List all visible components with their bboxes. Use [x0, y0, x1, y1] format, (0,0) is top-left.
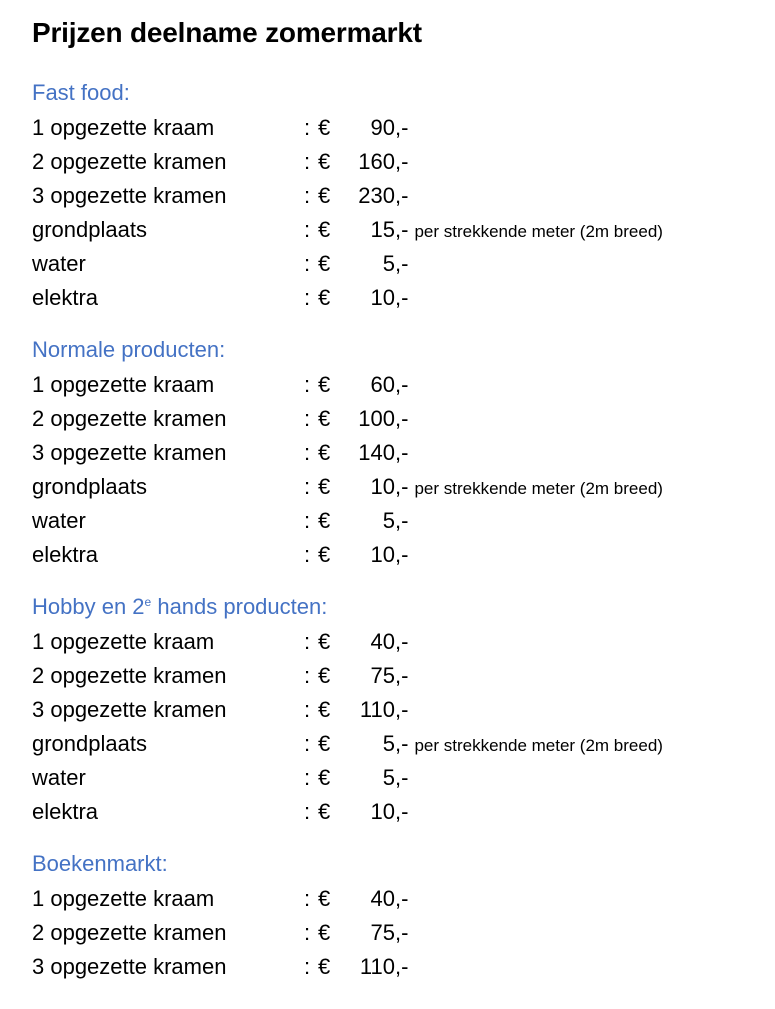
- currency-symbol: €: [318, 954, 331, 979]
- price-colon: :: [304, 954, 311, 979]
- price-note: per strekkende meter (2m breed): [414, 736, 663, 755]
- price-suffix: ,-: [395, 542, 409, 567]
- price-suffix: ,-: [395, 217, 409, 242]
- price-amount: 10: [370, 285, 395, 310]
- price-suffix: ,-: [395, 115, 409, 140]
- price-row: [32, 436, 762, 470]
- price-colon: :: [304, 886, 311, 911]
- price-colon: :: [304, 508, 311, 533]
- price-amount: 60: [370, 372, 395, 397]
- section-normale-producten: [32, 335, 762, 572]
- price-label: 1 opgezette kraam: [32, 886, 215, 911]
- price-colon: :: [304, 731, 311, 756]
- price-label: 2 opgezette kramen: [32, 920, 227, 945]
- price-amount: 10: [370, 474, 395, 499]
- currency-symbol: €: [318, 542, 331, 567]
- price-amount: 5: [382, 731, 395, 756]
- currency-symbol: €: [318, 663, 331, 688]
- price-suffix: ,-: [395, 920, 409, 945]
- price-colon: :: [304, 217, 311, 242]
- price-row: [32, 504, 762, 538]
- price-colon: :: [304, 406, 311, 431]
- section-heading: Fast food:: [32, 80, 130, 105]
- price-document: [32, 14, 762, 1004]
- currency-symbol: €: [318, 406, 331, 431]
- price-amount: 5: [382, 765, 395, 790]
- price-amount: 230: [358, 183, 395, 208]
- price-colon: :: [304, 629, 311, 654]
- currency-symbol: €: [318, 697, 331, 722]
- price-label: grondplaats: [32, 731, 147, 756]
- section-heading: Normale producten:: [32, 337, 226, 362]
- price-colon: :: [304, 183, 311, 208]
- price-label: water: [32, 508, 86, 533]
- currency-symbol: €: [318, 799, 331, 824]
- price-suffix: ,-: [395, 440, 409, 465]
- price-colon: :: [304, 251, 311, 276]
- price-row: [32, 950, 762, 984]
- currency-symbol: €: [318, 765, 331, 790]
- price-label: 3 opgezette kramen: [32, 440, 227, 465]
- price-colon: :: [304, 663, 311, 688]
- price-label: elektra: [32, 542, 99, 567]
- price-row: [32, 795, 762, 829]
- price-amount: 40: [370, 886, 395, 911]
- price-label: water: [32, 251, 86, 276]
- currency-symbol: €: [318, 731, 331, 756]
- price-suffix: ,-: [395, 954, 409, 979]
- price-row: [32, 213, 762, 247]
- price-label: 1 opgezette kraam: [32, 372, 215, 397]
- price-colon: :: [304, 799, 311, 824]
- price-row: [32, 145, 762, 179]
- price-amount: 5: [382, 251, 395, 276]
- price-row: [32, 368, 762, 402]
- price-colon: :: [304, 765, 311, 790]
- price-row: [32, 470, 762, 504]
- currency-symbol: €: [318, 251, 331, 276]
- currency-symbol: €: [318, 440, 331, 465]
- price-suffix: ,-: [395, 406, 409, 431]
- section-heading-superscript: e: [144, 595, 152, 609]
- price-suffix: ,-: [395, 508, 409, 533]
- price-label: 3 opgezette kramen: [32, 697, 227, 722]
- price-row: [32, 179, 762, 213]
- price-amount: 75: [370, 920, 395, 945]
- price-amount: 110: [359, 697, 395, 722]
- price-amount: 90: [370, 115, 395, 140]
- price-row: [32, 625, 762, 659]
- price-amount: 140: [358, 440, 395, 465]
- price-suffix: ,-: [395, 251, 409, 276]
- price-suffix: ,-: [395, 886, 409, 911]
- price-row: [32, 659, 762, 693]
- price-colon: :: [304, 149, 311, 174]
- currency-symbol: €: [318, 886, 331, 911]
- price-suffix: ,-: [395, 663, 409, 688]
- price-colon: :: [304, 920, 311, 945]
- section-heading-text: hands producten:: [151, 594, 328, 619]
- price-amount: 10: [370, 542, 395, 567]
- price-colon: :: [304, 474, 311, 499]
- price-label: 3 opgezette kramen: [32, 183, 227, 208]
- section-hobby-tweedehands: [32, 592, 762, 829]
- section-boekenmarkt: [32, 849, 762, 984]
- price-suffix: ,-: [395, 697, 409, 722]
- price-colon: :: [304, 542, 311, 567]
- price-label: 1 opgezette kraam: [32, 629, 215, 654]
- price-colon: :: [304, 697, 311, 722]
- currency-symbol: €: [318, 508, 331, 533]
- price-amount: 10: [370, 799, 395, 824]
- currency-symbol: €: [318, 115, 331, 140]
- price-suffix: ,-: [395, 629, 409, 654]
- price-suffix: ,-: [395, 372, 409, 397]
- currency-symbol: €: [318, 629, 331, 654]
- price-label: elektra: [32, 799, 99, 824]
- price-label: elektra: [32, 285, 99, 310]
- price-row: [32, 281, 762, 315]
- price-note: per strekkende meter (2m breed): [414, 222, 663, 241]
- price-note: per strekkende meter (2m breed): [414, 479, 663, 498]
- price-label: 3 opgezette kramen: [32, 954, 227, 979]
- currency-symbol: €: [318, 372, 331, 397]
- section-heading-text: Hobby en 2: [32, 594, 145, 619]
- currency-symbol: €: [318, 474, 331, 499]
- price-colon: :: [304, 285, 311, 310]
- price-colon: :: [304, 440, 311, 465]
- price-label: grondplaats: [32, 217, 147, 242]
- price-label: 1 opgezette kraam: [32, 115, 215, 140]
- currency-symbol: €: [318, 183, 331, 208]
- price-row: [32, 916, 762, 950]
- price-amount: 75: [370, 663, 395, 688]
- price-colon: :: [304, 372, 311, 397]
- price-label: water: [32, 765, 86, 790]
- price-label: 2 opgezette kramen: [32, 663, 227, 688]
- price-label: 2 opgezette kramen: [32, 406, 227, 431]
- price-amount: 110: [359, 954, 395, 979]
- currency-symbol: €: [318, 217, 331, 242]
- price-label: grondplaats: [32, 474, 147, 499]
- price-row: [32, 761, 762, 795]
- currency-symbol: €: [318, 920, 331, 945]
- price-suffix: ,-: [395, 731, 409, 756]
- price-row: [32, 882, 762, 916]
- price-label: 2 opgezette kramen: [32, 149, 227, 174]
- price-row: [32, 693, 762, 727]
- price-suffix: ,-: [395, 285, 409, 310]
- price-row: [32, 727, 762, 761]
- price-suffix: ,-: [395, 183, 409, 208]
- price-row: [32, 402, 762, 436]
- price-row: [32, 538, 762, 572]
- document-title: Prijzen deelname zomermarkt: [32, 17, 422, 48]
- price-amount: 40: [370, 629, 395, 654]
- price-colon: :: [304, 115, 311, 140]
- price-suffix: ,-: [395, 149, 409, 174]
- price-row: [32, 247, 762, 281]
- price-amount: 160: [358, 149, 395, 174]
- price-suffix: ,-: [395, 765, 409, 790]
- section-heading: [32, 592, 762, 622]
- section-fast-food: [32, 78, 762, 315]
- price-row: [32, 111, 762, 145]
- price-amount: 100: [358, 406, 395, 431]
- price-amount: 5: [382, 508, 395, 533]
- price-suffix: ,-: [395, 474, 409, 499]
- price-suffix: ,-: [395, 799, 409, 824]
- section-heading: Boekenmarkt:: [32, 851, 168, 876]
- currency-symbol: €: [318, 285, 331, 310]
- price-amount: 15: [370, 217, 395, 242]
- currency-symbol: €: [318, 149, 331, 174]
